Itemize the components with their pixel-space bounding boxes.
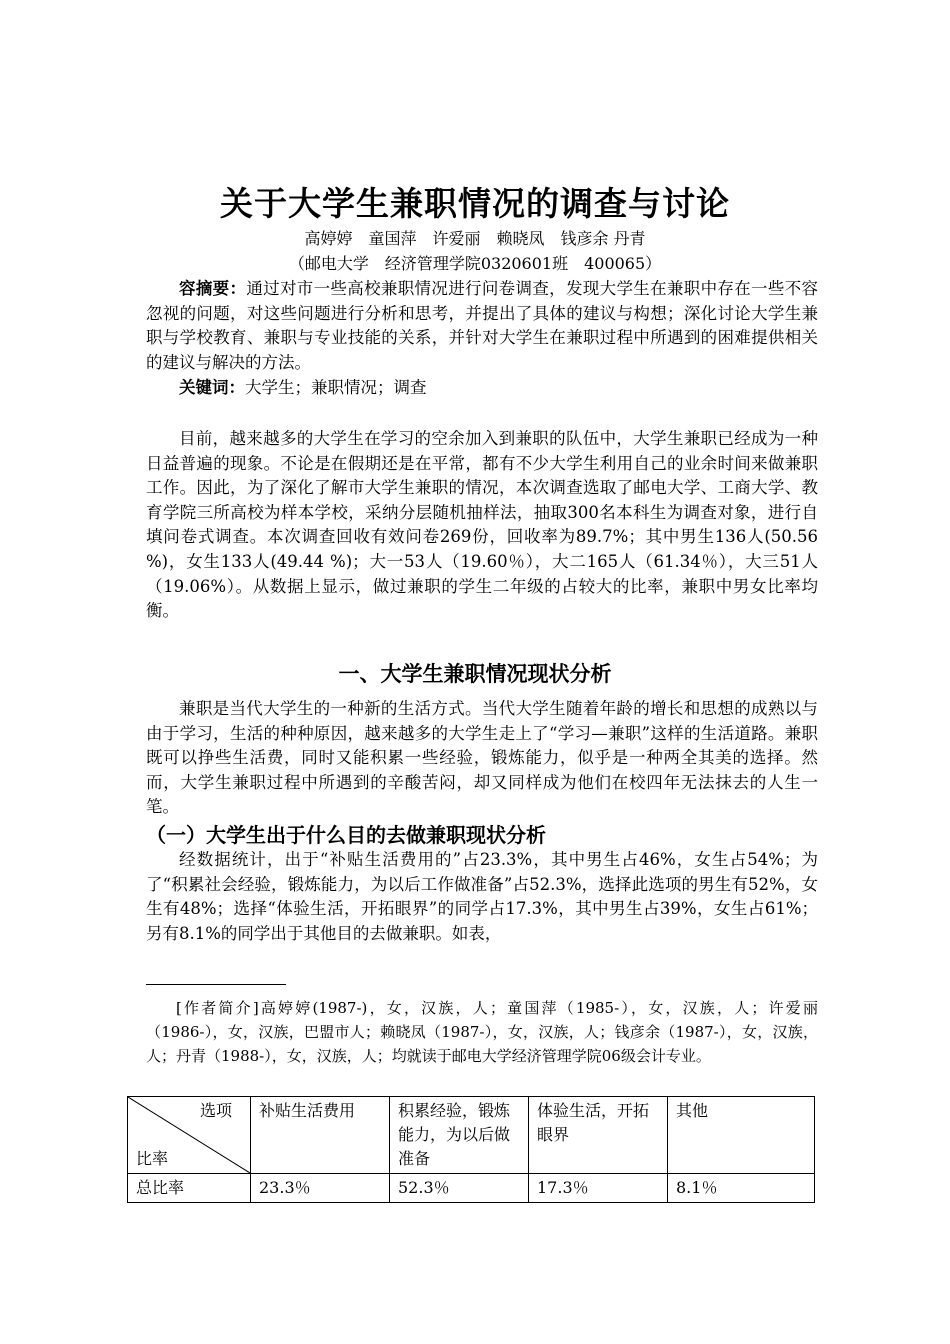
author-list: 高婷婷 童国萍 许爱丽 赖晓凤 钱彦余 丹青 bbox=[304, 229, 646, 248]
footnote-divider bbox=[146, 984, 286, 985]
abstract-text: 通过对市一些高校兼职情况进行问卷调查，发现大学生在兼职中存在一些不容忽视的问题，对这些问题进行分析和思考，并提出了具体的建议与构想；深化讨论大学生兼职与学校教育、兼职与专业技能的关系，并针对大学生在兼职过程中所遇到的困难提供相关的建议与解决的方法。 bbox=[146, 279, 819, 372]
abstract-label: 容摘要： bbox=[179, 279, 247, 298]
author-footnote bbox=[146, 996, 818, 1068]
subsection-paragraph: 经数据统计，出于“补贴生活费用的”占23.3%，其中男生占46%，女生占54%；为了“积累社会经验，锻炼能力，为以后工作做准备”占52.3%，选择此选项的男生有52%，女生有48%；选择“体验生活，开拓眼界”的同学占17.3%，其中男生占39%，女生占61%；另有8.1%的同学出于其他目的去做兼职。如表， bbox=[146, 850, 818, 943]
table-row-label: 总比率 bbox=[128, 1174, 251, 1203]
document-title: 关于大学生兼职情况的调查与讨论 bbox=[220, 184, 730, 223]
table-corner-cell bbox=[128, 1097, 251, 1174]
table-row bbox=[128, 1174, 815, 1203]
table-header-cell: 体验生活，开拓眼界 bbox=[529, 1097, 668, 1174]
footnote-text: 高婷婷(1987-)，女，汉族，人；童国萍（1985-），女，汉族，人；许爱丽（1986-），女，汉族，巴盟市人；赖晓凤（1987-），女，汉族，人；钱彦余（1987-），女，汉族，人；丹青（1988-），女，汉族，人；均就读于邮电大学经济管理学院06级会计专业。 bbox=[146, 999, 818, 1065]
corner-top-label: 选项 bbox=[199, 1101, 232, 1120]
purpose-table bbox=[127, 1096, 815, 1203]
keywords-label: 关键词： bbox=[179, 378, 245, 397]
section-paragraph: 兼职是当代大学生的一种新的生活方式。当代大学生随着年龄的增长和思想的成熟以与由于学习，生活的种种原因，越来越多的大学生走上了“学习—兼职”这样的生活道路。兼职既可以挣些生活费，同时又能积累一些经验，锻炼能力，似乎是一种两全其美的选择。然而，大学生兼职过程中所遇到的辛酸苦闷，却又同样成为他们在校四年无法抹去的人生一笔。 bbox=[146, 699, 818, 817]
corner-bottom-label: 比率 bbox=[136, 1149, 169, 1168]
table-cell: 17.3％ bbox=[529, 1174, 668, 1203]
subsection-heading: （一）大学生出于什么目的去做兼职现状分析 bbox=[146, 823, 546, 847]
keywords bbox=[146, 376, 818, 401]
table-cell: 23.3％ bbox=[251, 1174, 390, 1203]
section-heading: 一、大学生兼职情况现状分析 bbox=[338, 662, 612, 686]
footnote-label: [作者简介] bbox=[176, 999, 259, 1017]
table-header-cell: 积累经验，锻炼能力，为以后做准备 bbox=[390, 1097, 529, 1174]
intro-paragraph: 目前，越来越多的大学生在学习的空余加入到兼职的队伍中，大学生兼职已经成为一种日益普遍的现象。不论是在假期还是在平常，都有不少大学生利用自己的业余时间来做兼职工作。因此，为了深化了解市大学生兼职的情况，本次调查选取了邮电大学、工商大学、教育学院三所高校为样本学校，采纳分层随机抽样法，抽取300名本科生为调查对象，进行自填问卷式调查。本次调查回收有效问卷269份，回收率为89.7%；其中男生136人(50.56 %)，女生133人(49.44 %)；大一53人（19.60％），大二165人（61.34％），大三51人（19.06%）。从数据上显示，做过兼职的学生二年级的占较大的比率，兼职中男女比率均衡。 bbox=[146, 429, 818, 621]
table-header-cell: 补贴生活费用 bbox=[251, 1097, 390, 1174]
table-header-row bbox=[128, 1097, 815, 1174]
table-cell: 52.3％ bbox=[390, 1174, 529, 1203]
keywords-text: 大学生；兼职情况；调查 bbox=[245, 378, 427, 397]
table-cell: 8.1％ bbox=[668, 1174, 815, 1203]
abstract bbox=[146, 277, 818, 375]
affiliation: （邮电大学 经济管理学院0320601班 400065） bbox=[288, 254, 662, 273]
table-header-cell: 其他 bbox=[668, 1097, 815, 1174]
